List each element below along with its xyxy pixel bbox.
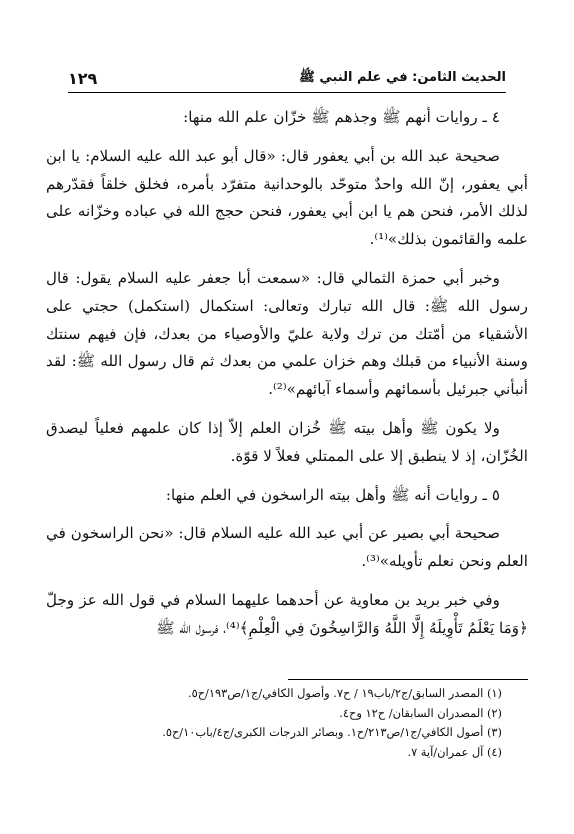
footnote: (١) المصدر السابق/ج٢/باب١٩ / ح٧. وأصول الكافي/ج١/ص١٩٣/ح٥. xyxy=(187,686,502,700)
paragraph: ولا يكون ﷺ وأهل بيته ﷺ خُزان العلم إلاّ إذا كان علمهم فعلياً ليصدق الخُزّان، إذ لا ينطبق إلا على الممتلي فعلاً لا قوّة. xyxy=(46,418,528,465)
section-heading-4: ٤ ـ روايات أنهم ﷺ وجذهم ﷺ خزّان علم الله منها: xyxy=(183,108,500,126)
footnote: (٤) آل عمران/آية ٧. xyxy=(407,744,502,759)
paragraph: صحيحة أبي بصير عن أبي عبد الله عليه السلام قال: «نحن الراسخون في العلم ونحن نعلم تأويله»⁽³⁾. xyxy=(46,524,528,571)
page-number: ١٢٩ xyxy=(68,69,98,88)
footnote: (٣) أصول الكافي/ج١/ص٢١٣/ح١. وبصائر الدرجات الكبرى/ج٤/باب١٠/ح٥. xyxy=(162,725,502,739)
paragraph: صحيحة عبد الله بن أبي يعفور قال: «قال أبو عبد الله عليه السلام: يا ابن أبي يعفور، إنّ الله واحدٌ متوحّد بالوحدانية متفرّد بأمره، فخلق خلقاً فقدّرهم لذلك الأمر، فنحن هم يا ابن أبي يعفور، فنحن حجج الله في عباده وخزّانه على علمه والقائمون بذلك»⁽¹⁾. xyxy=(46,146,528,249)
main-text xyxy=(46,104,528,654)
header-title: الحديث الثامن: في علم النبي ﷺ xyxy=(299,70,506,85)
footnotes xyxy=(70,684,502,762)
paragraph: وفي خبر بريد بن معاوية عن أحدهما عليهما السلام في قول الله عز وجلّ ﴿وَمَا يَعْلَمُ تَأْوِيلَهُ إِلَّا اللَّهُ وَالرَّاسِخُونَ فِي الْعِلْمِ﴾⁽⁴⁾، فرسول الله ﷺ xyxy=(46,590,528,637)
footnote: (٢) المصدران السابقان/ ح١٢ وح٤. xyxy=(339,705,502,720)
running-header xyxy=(68,62,506,88)
paragraph: وخبر أبي حمزة الثمالي قال: «سمعت أبا جعفر عليه السلام يقول: قال رسول الله ﷺ: قال الله تبارك وتعالى: استكمال (استكمل) حجتي على الأشقياء من أمّتك من ترك ولاية عليّ والأوصياء من بعدك، فإن فيهم سنتك وسنة الأنبياء من قبلك وهم خزان علمي من بعدك ثم قال رسول الله ﷺ: لقد أنبأني جبرئيل بأسمائهم وأسماء آبائهم»⁽²⁾. xyxy=(46,268,528,399)
header-rule xyxy=(68,92,506,93)
section-heading-5: ٥ ـ روايات أنه ﷺ وأهل بيته الراسخون في العلم منها: xyxy=(165,485,500,504)
footnote-rule xyxy=(288,679,528,680)
